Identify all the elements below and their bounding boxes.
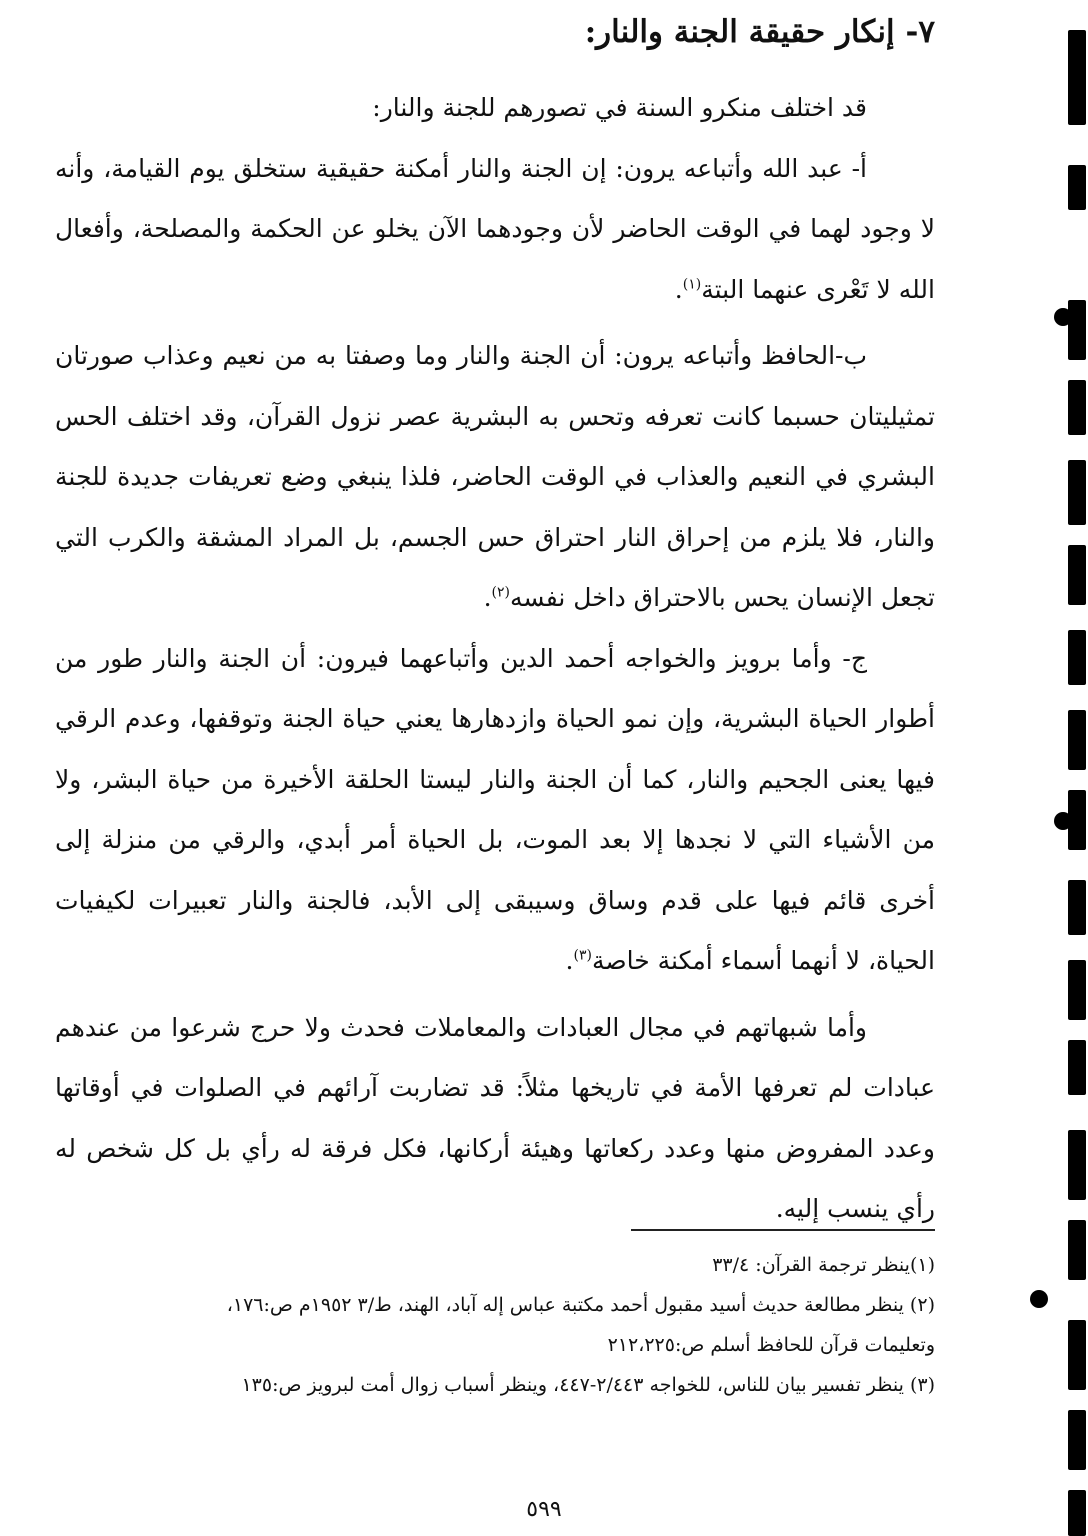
binding-dot — [1030, 1290, 1048, 1308]
page-number: ٥٩٩ — [526, 1497, 562, 1522]
paragraph-intro — [55, 78, 935, 139]
binding-bar — [1068, 1220, 1086, 1280]
binding-bar — [1068, 1040, 1086, 1095]
binding-bar — [1068, 165, 1086, 210]
binding-bar — [1068, 545, 1086, 605]
binding-dot — [1054, 812, 1072, 830]
binding-bar — [1068, 30, 1086, 125]
document-page — [55, 0, 935, 1536]
footnotes — [55, 1245, 935, 1405]
paragraph-end: . — [565, 946, 574, 975]
paragraph-end: . — [674, 274, 683, 304]
footnote-2: (٢) ينظر مطالعة حديث أسيد مقبول أحمد مكتبة عباس إله آباد، الهند، ط/٣ ١٩٥٢م ص:١٧٦، — [226, 1294, 935, 1316]
paragraph-text: ب-الحافظ وأتباعه يرون: أن الجنة والنار وما وصفتا به من نعيم وعذاب صورتان تمثيليتان حسبما كانت تعرفه وتحس به البشرية عصر نزول القرآن، وقد اختلف الحس البشري في النعيم والعذاب في الوقت الحاضر، فلذا ينبغي وضع تعريفات جديدة للجنة والنار، فلا يلزم من إحراق النار احتراق حس الجسم، بل المراد المشقة والكرب التي تجعل الإنسان يحس بالاحتراق داخل نفسه — [55, 341, 935, 612]
binding-marks — [1058, 0, 1088, 1536]
binding-bar — [1068, 1490, 1086, 1536]
footnote-divider — [631, 1229, 935, 1231]
footnote-3: (٣) ينظر تفسير بيان للناس، للخواجه ٢/٤٤٣-٤٤٧، وينظر أسباب زوال أمت لبرويز ص:١٣٥ — [241, 1374, 935, 1396]
footnote-2-continued: وتعليمات قرآن للحافظ أسلم ص:٢١٢،٢٢٥ — [607, 1334, 935, 1356]
binding-bar — [1068, 1320, 1086, 1390]
paragraph-text: ج- وأما برويز والخواجه أحمد الدين وأتباعهما فيرون: أن الجنة والنار طور من أطوار الحياة البشرية، وإن نمو الحياة وازدهارها يعني حياة الجنة وتوقفها، وعدم الرقي فيها يعنى الجحيم والنار، كما أن الجنة والنار ليستا الحلقة الأخيرة من حياة البشر، ولا من الأشياء التي لا نجدها إلا بعد الموت، بل الحياة أمر أبدي، والرقي من منزلة إلى أخرى قائم فيها على قدم وساق وسيبقى إلى الأبد، فالجنة والنار تعبيرات لكيفيات الحياة، لا أنهما أسماء أمكنة خاصة — [55, 643, 935, 975]
binding-dot — [1054, 308, 1072, 326]
section-heading: ٧- إنكار حقيقة الجنة والنار: — [584, 14, 935, 50]
paragraph-b — [55, 326, 935, 629]
binding-bar — [1068, 880, 1086, 935]
paragraph-text: أ- عبد الله وأتباعه يرون: إن الجنة والنار أمكنة حقيقية ستخلق يوم القيامة، وأنه لا وجود لهما في الوقت الحاضر لأن وجودهما الآن يخلو عن الحكمة والمصلحة، وأفعال الله لا تَعْرى عنهما البتة — [55, 153, 935, 304]
binding-bar — [1068, 630, 1086, 685]
binding-bar — [1068, 1130, 1086, 1200]
body-text — [55, 78, 935, 1240]
paragraph-c — [55, 629, 935, 992]
paragraph-text: وأما شبهاتهم في مجال العبادات والمعاملات فحدث ولا حرج شرعوا من عندهم عبادات لم تعرفها الأمة في تاريخها مثلاً: قد تضاربت آرائهم في الصلوات في أوقاتها وعدد المفروض منها وعدد ركعاتها وهيئة أركانها، فكل فرقة له رأي بل كل شخص له رأي ينسب إليه. — [55, 1012, 935, 1223]
binding-bar — [1068, 1410, 1086, 1470]
footnote-ref: (٣) — [573, 947, 592, 964]
binding-bar — [1068, 460, 1086, 525]
footnote-1: (١)ينظر ترجمة القرآن: ٣٣/٤ — [712, 1254, 935, 1276]
binding-bar — [1068, 380, 1086, 435]
binding-bar — [1068, 960, 1086, 1020]
binding-bar — [1068, 710, 1086, 770]
footnote-ref: (١) — [682, 276, 702, 293]
binding-bar — [1068, 300, 1086, 360]
footnote-ref: (٢) — [491, 584, 511, 601]
paragraph-worship — [55, 998, 935, 1240]
paragraph-a — [55, 139, 935, 321]
paragraph-end: . — [483, 583, 492, 612]
paragraph-text: قد اختلف منكرو السنة في تصورهم للجنة والنار: — [372, 93, 867, 122]
